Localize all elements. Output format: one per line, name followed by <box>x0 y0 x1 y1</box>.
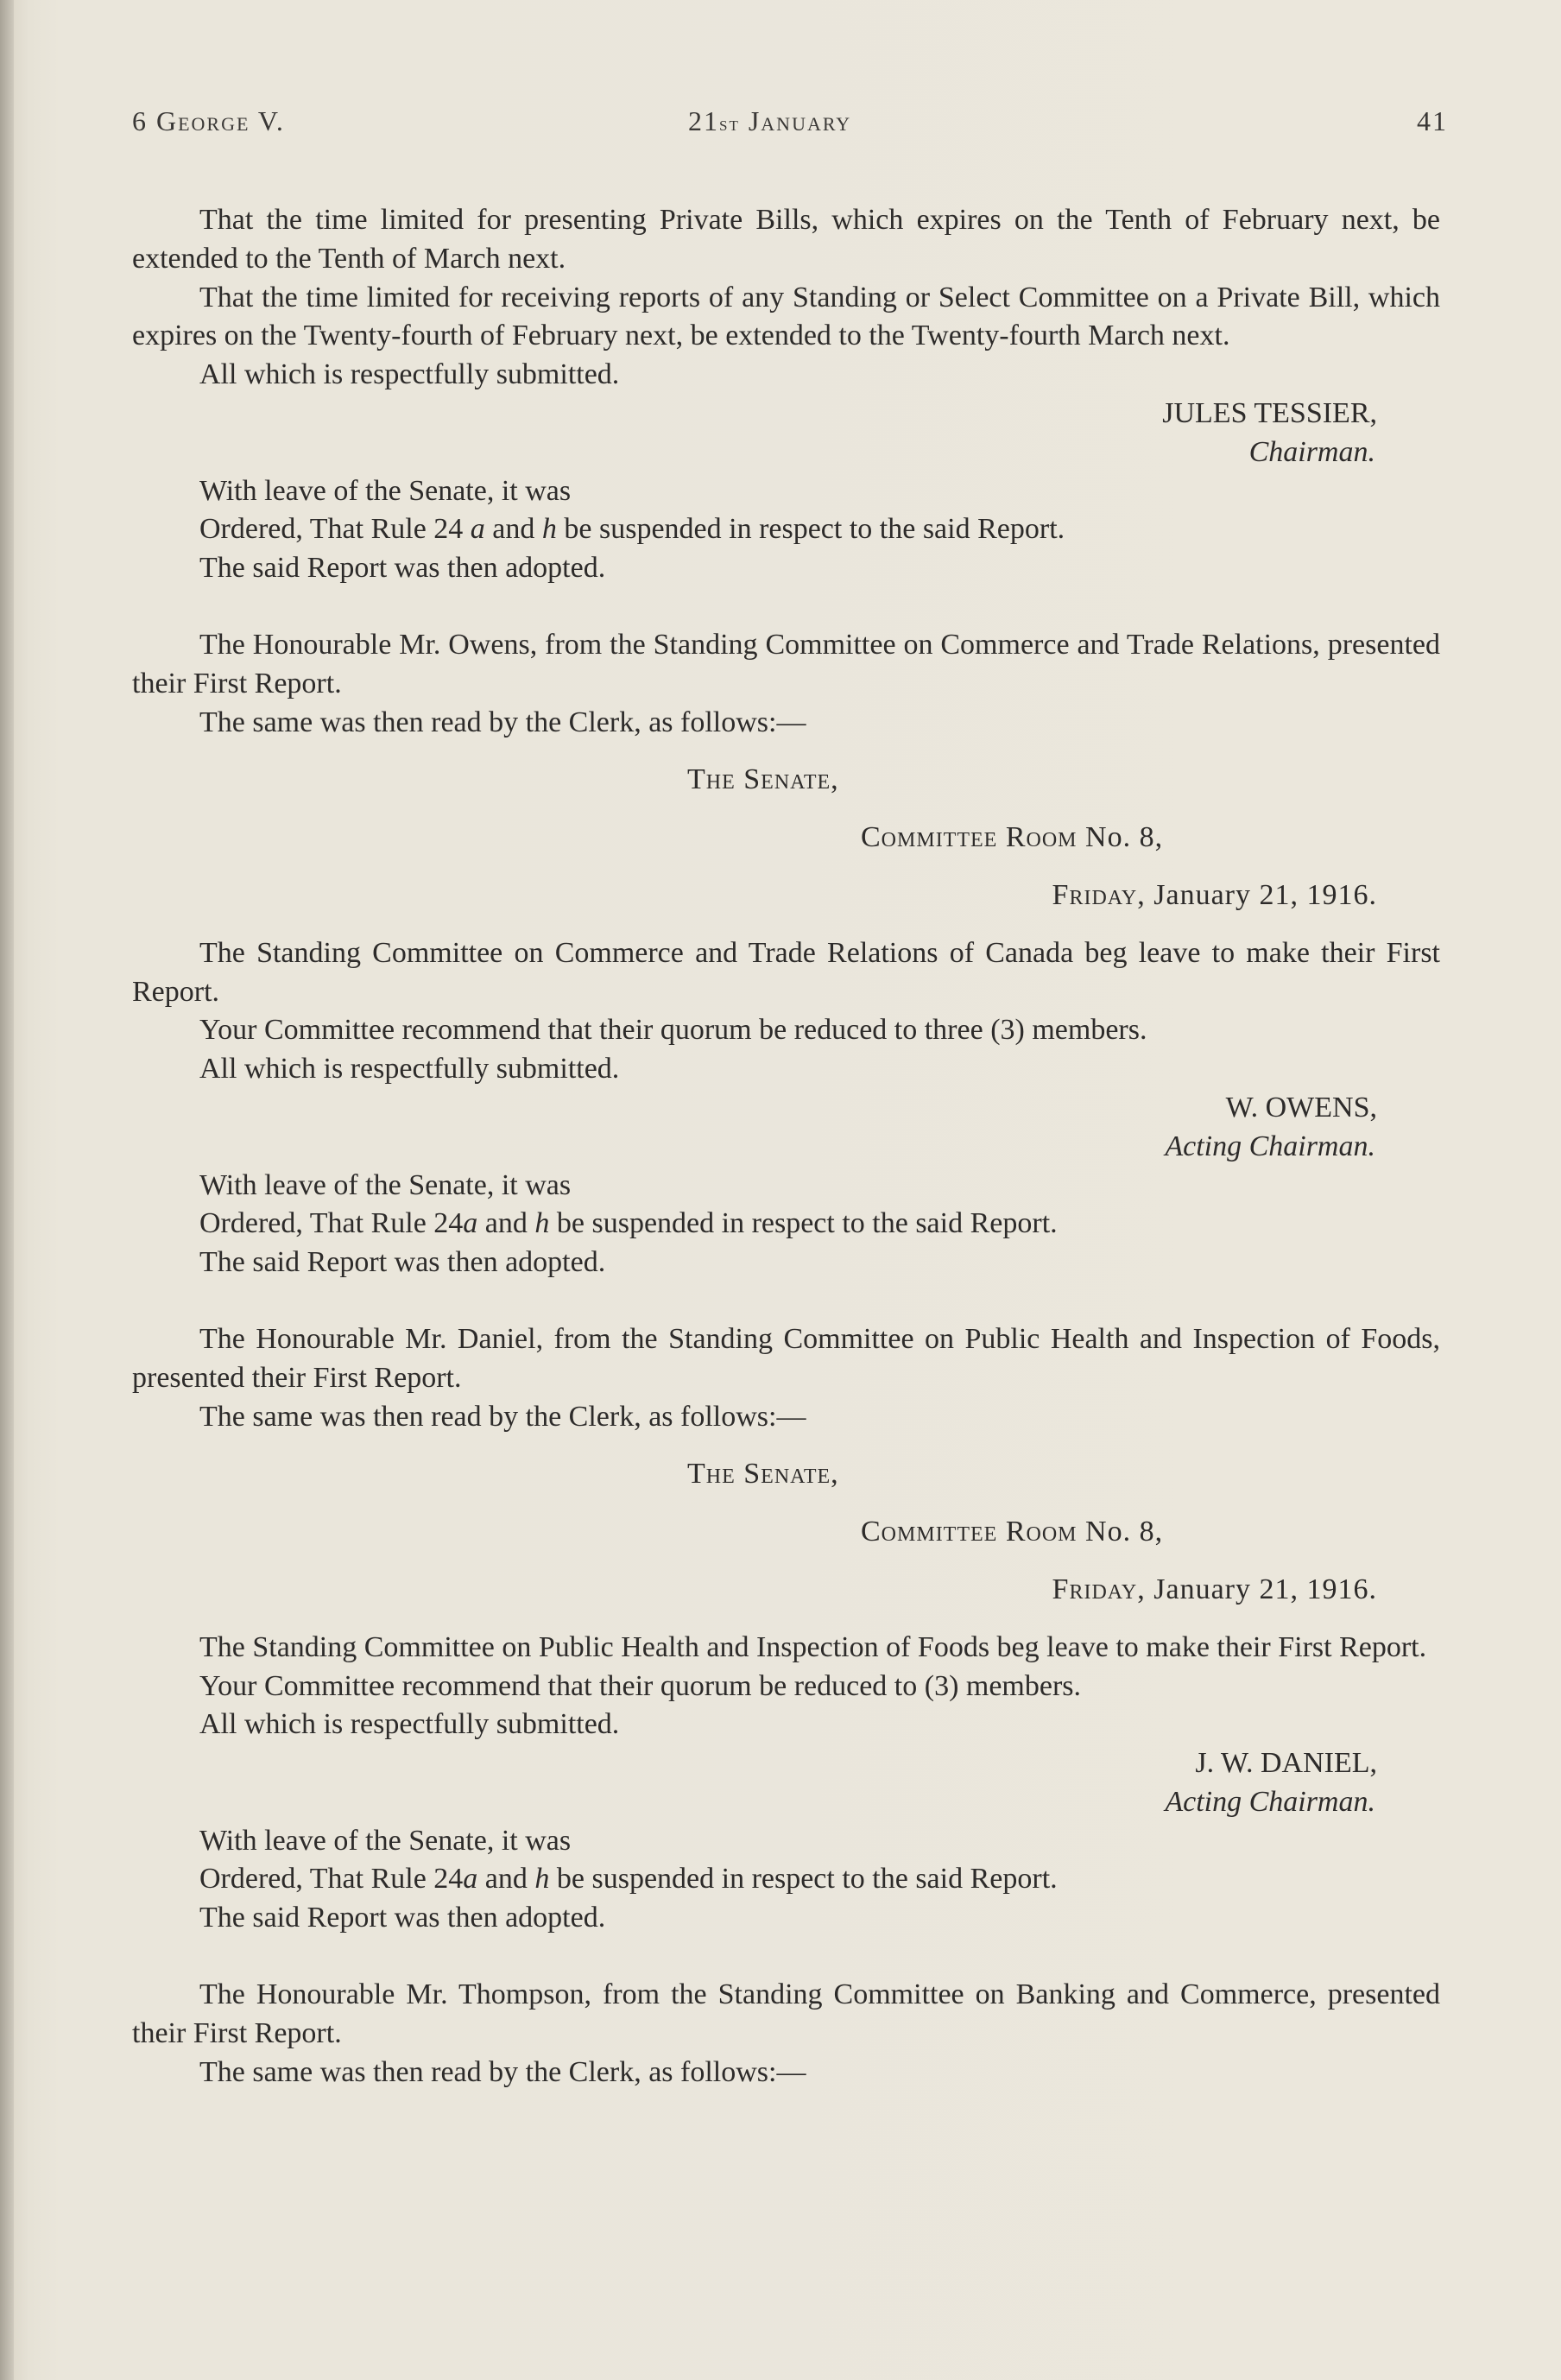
paragraph: The Honourable Mr. Daniel, from the Standing Committee on Public Health and Inspection of Foods, presented their First Report. <box>132 1322 1440 1394</box>
order-paragraph <box>132 510 1440 549</box>
header-date <box>688 105 851 137</box>
committee-room-number: No. 8, <box>1085 1516 1164 1548</box>
section-gap <box>132 1938 1440 1976</box>
order-text: be suspended in respect to the said Report. <box>549 1207 1058 1240</box>
order-text: Ordered, That Rule 24 <box>199 1207 464 1240</box>
signer-name: JULES TESSIER, <box>1162 396 1377 429</box>
committee-room-number: No. 8, <box>1085 821 1164 854</box>
paragraph: The said Report was then adopted. <box>199 1246 606 1279</box>
paragraph: With leave of the Senate, it was <box>199 1824 572 1857</box>
paragraph: That the time limited for receiving reports of any Standing or Select Committee on a Private Bill, which expires on the Twenty-fourth of February next, be extended to the Twenty-fourth March next. <box>132 281 1440 352</box>
paragraph: The same was then read by the Clerk, as follows:— <box>199 706 806 738</box>
signer-name: W. OWENS, <box>1225 1091 1377 1124</box>
report-date-line <box>132 877 1440 915</box>
paragraph: With leave of the Senate, it was <box>199 1168 572 1201</box>
paragraph: Your Committee recommend that their quorum be reduced to (3) members. <box>199 1669 1082 1702</box>
gap <box>132 742 1440 761</box>
order-text: and <box>477 1863 535 1896</box>
gap <box>132 1552 1440 1571</box>
rule-letter: a <box>463 1863 478 1896</box>
order-text: be suspended in respect to the said Report. <box>556 513 1065 546</box>
paragraph: All which is respectfully submitted. <box>199 1708 620 1741</box>
header-date-day: 21 <box>688 105 719 136</box>
committee-room-line <box>132 819 1440 858</box>
signer-title: Chairman. <box>1248 435 1375 468</box>
committee-room-line <box>132 1513 1440 1552</box>
order-paragraph <box>132 1205 1440 1244</box>
section-gap <box>132 1282 1440 1320</box>
senate-heading: The Senate, <box>687 763 839 796</box>
rule-letter: h <box>541 513 557 546</box>
signer-title: Acting Chairman. <box>1165 1130 1375 1162</box>
signer-title: Acting Chairman. <box>1165 1785 1375 1818</box>
gap <box>132 1610 1440 1629</box>
report-date: January 21, 1916. <box>1153 1573 1377 1605</box>
gap <box>132 800 1440 819</box>
committee-room-label: Committee Room <box>861 821 1078 854</box>
gap <box>132 915 1440 934</box>
paragraph: The said Report was then adopted. <box>199 552 606 585</box>
order-text: and <box>477 1207 535 1240</box>
paragraph: The Standing Committee on Commerce and Trade Relations of Canada beg leave to make their First Report. <box>132 936 1440 1008</box>
section-gap <box>132 588 1440 626</box>
gap <box>132 1436 1440 1455</box>
header-date-suffix: st <box>719 113 740 136</box>
gap <box>132 858 1440 877</box>
paragraph: The said Report was then adopted. <box>199 1902 606 1934</box>
paragraph: The Standing Committee on Public Health and Inspection of Foods beg leave to make their First Report. <box>199 1630 1427 1663</box>
report-date-day: Friday, <box>1052 878 1146 911</box>
report-date-day: Friday, <box>1052 1573 1146 1605</box>
order-text: be suspended in respect to the said Report. <box>549 1863 1058 1896</box>
running-header <box>0 105 1561 149</box>
header-date-month: January <box>748 105 852 136</box>
header-regnal-year: 6 George V. <box>132 105 285 136</box>
paragraph: The same was then read by the Clerk, as follows:— <box>199 1400 806 1433</box>
paragraph: The Honourable Mr. Owens, from the Standing Committee on Commerce and Trade Relations, presented their First Report. <box>132 628 1440 699</box>
paragraph: All which is respectfully submitted. <box>199 358 620 391</box>
paragraph: All which is respectfully submitted. <box>199 1053 620 1086</box>
senate-heading: The Senate, <box>687 1458 839 1491</box>
paragraph: That the time limited for presenting Private Bills, which expires on the Tenth of February next, be extended to the Tenth of March next. <box>132 204 1440 275</box>
report-date-line <box>132 1571 1440 1610</box>
page-number: 41 <box>1417 105 1448 136</box>
paragraph: The same was then read by the Clerk, as follows:— <box>199 2055 806 2088</box>
book-spine-shadow <box>0 0 14 2380</box>
gap <box>132 1494 1440 1513</box>
order-paragraph <box>132 1860 1440 1899</box>
paragraph: The Honourable Mr. Thompson, from the Standing Committee on Banking and Commerce, presented their First Report. <box>132 1978 1440 2049</box>
rule-letter: a <box>463 1207 478 1240</box>
paragraph: With leave of the Senate, it was <box>199 474 572 507</box>
report-date: January 21, 1916. <box>1153 878 1377 911</box>
order-text: Ordered, That Rule 24 <box>199 513 471 546</box>
paragraph: Your Committee recommend that their quorum be reduced to three (3) members. <box>199 1014 1147 1047</box>
signer-name: J. W. DANIEL, <box>1195 1747 1377 1780</box>
rule-letter: h <box>534 1863 550 1896</box>
rule-letter: h <box>534 1207 550 1240</box>
page-body <box>132 201 1440 2092</box>
committee-room-label: Committee Room <box>861 1516 1078 1548</box>
order-text: Ordered, That Rule 24 <box>199 1863 464 1896</box>
order-text: and <box>484 513 542 546</box>
rule-letter: a <box>470 513 485 546</box>
